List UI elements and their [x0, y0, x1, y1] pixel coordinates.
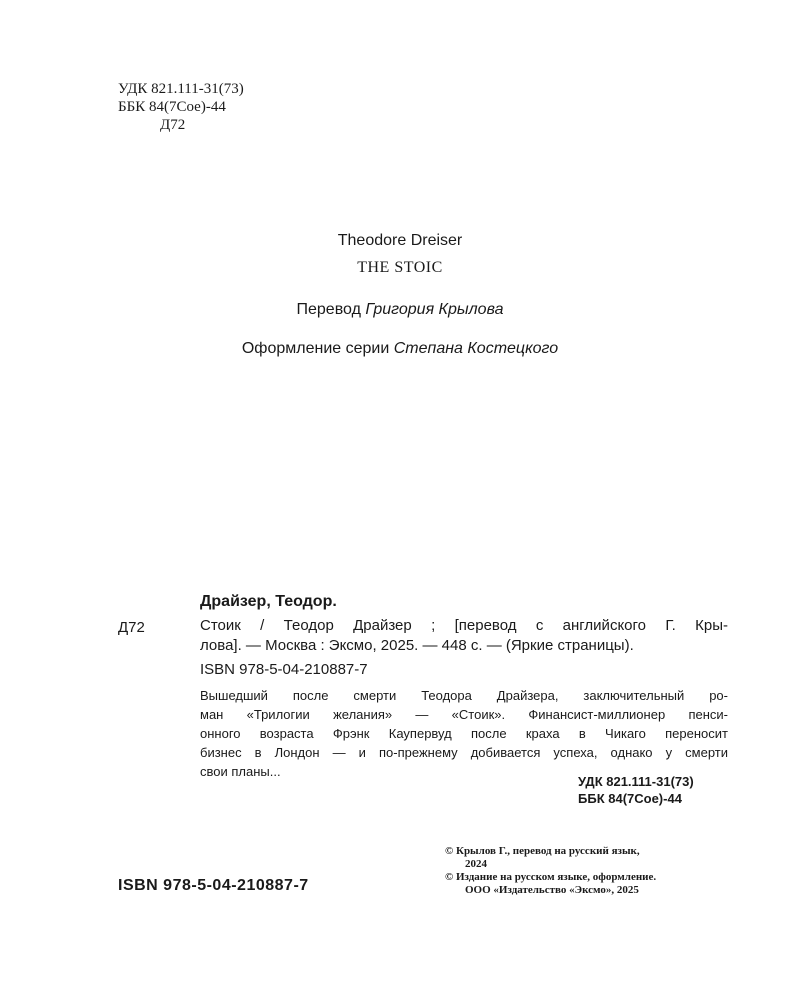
copyright-edition: © Издание на русском языке, оформление.: [445, 871, 657, 883]
card-description-line: лова]. — Москва : Эксмо, 2025. — 448 с. — (Яркие страницы).: [200, 637, 634, 654]
udk-bottom: УДК 821.111-31(73): [578, 774, 694, 789]
design-prefix: Оформление серии: [241, 340, 390, 357]
translation-credit: [0, 301, 800, 319]
udk-top: УДК 821.111-31(73): [118, 81, 244, 97]
annotation-line: ман «Трилогии желания» — «Стоик». Финансист-миллионер пенси-: [200, 707, 728, 722]
annotation-line: онного возраста Фрэнк Каупервуд после краха в Чикаго переносит: [200, 726, 728, 741]
annotation-line: бизнес в Лондон — и по-прежнему добивается успеха, однако у смерти: [200, 745, 728, 760]
card-description-line: Стоик / Теодор Драйзер ; [перевод с английского Г. Кры-: [200, 617, 728, 634]
designer-name: Степана Костецкого: [393, 340, 559, 357]
bbk-top: ББК 84(7Сое)-44: [118, 99, 226, 115]
copyright-translation-year: 2024: [465, 858, 487, 870]
annotation-line: Вышедший после смерти Теодора Драйзера, заключительный ро-: [200, 688, 728, 703]
annotation: [200, 686, 728, 781]
bbk-bottom: ББК 84(7Сое)-44: [578, 791, 682, 806]
author-mark-top: Д72: [160, 117, 186, 133]
footer-isbn: ISBN 978-5-04-210887-7: [118, 877, 309, 894]
copyright-publisher: ООО «Издательство «Эксмо», 2025: [465, 884, 639, 896]
card-heading: Драйзер, Теодор.: [200, 593, 337, 610]
card-classification: [578, 773, 694, 807]
translator-name: Григория Крылова: [365, 301, 504, 318]
original-title: THE STOIC: [357, 259, 443, 276]
card-description: [200, 616, 728, 656]
copyright-block: [445, 845, 656, 897]
annotation-line: свои планы...: [200, 764, 281, 779]
original-author: Theodore Dreiser: [337, 232, 463, 249]
design-credit: [0, 340, 800, 358]
card-code: Д72: [118, 619, 145, 636]
card-isbn: ISBN 978-5-04-210887-7: [200, 661, 368, 678]
copyright-translation: © Крылов Г., перевод на русский язык,: [445, 845, 640, 857]
translation-prefix: Перевод: [296, 301, 361, 318]
